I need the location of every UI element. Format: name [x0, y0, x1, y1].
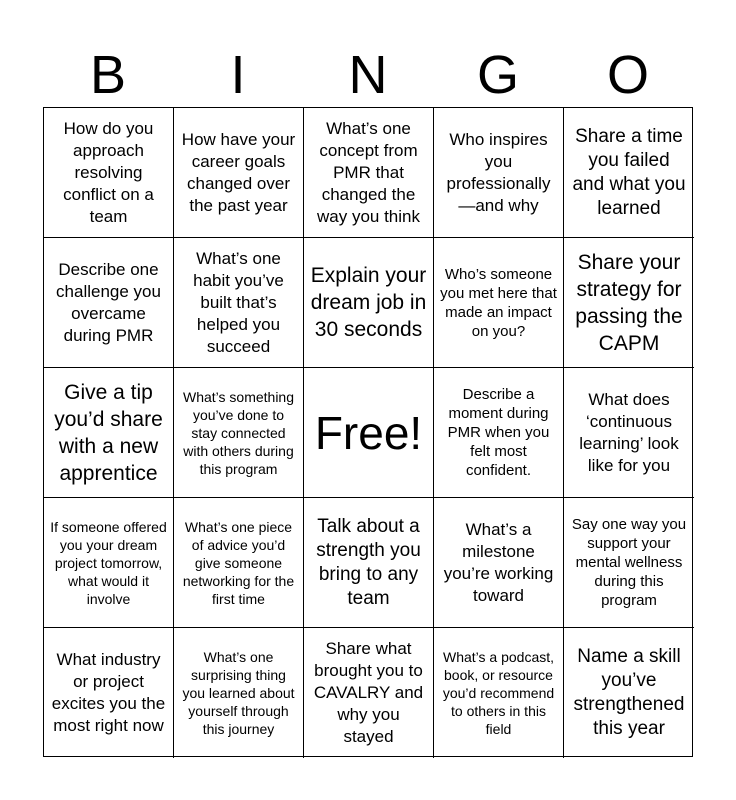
- bingo-cell-r2-c1[interactable]: [44, 238, 174, 368]
- bingo-cell-r4-c5[interactable]: [564, 498, 694, 628]
- cell-text: What’s one piece of advice you’d give someone networking for the first time: [182, 518, 295, 607]
- bingo-header: [43, 44, 693, 106]
- bingo-card: [43, 107, 693, 757]
- bingo-cell-r1-c1[interactable]: [44, 108, 174, 238]
- bingo-cell-r4-c4[interactable]: [434, 498, 564, 628]
- bingo-cell-r4-c2[interactable]: [174, 498, 304, 628]
- cell-text: Name a skill you’ve strengthened this year: [573, 646, 685, 739]
- bingo-cell-r3-c2[interactable]: [174, 368, 304, 498]
- bingo-cell-r1-c5[interactable]: [564, 108, 694, 238]
- cell-text: Share what brought you to CAVALRY and why you stayed: [313, 639, 424, 746]
- bingo-cell-r5-c1[interactable]: [44, 628, 174, 758]
- cell-text: Describe a moment during PMR when you felt most confident.: [447, 386, 550, 479]
- cell-text: What’s one concept from PMR that changed the way you think: [317, 118, 420, 226]
- header-letter-o: O: [606, 45, 649, 105]
- cell-text: What’s one habit you’ve built that’s helped you succeed: [193, 248, 284, 356]
- bingo-cell-r3-c1[interactable]: [44, 368, 174, 498]
- cell-text: How do you approach resolving conflict on a team: [63, 118, 154, 226]
- bingo-cell-r1-c3[interactable]: [304, 108, 434, 238]
- bingo-cell-r5-c5[interactable]: [564, 628, 694, 758]
- cell-text: Give a tip you’d share with a new apprentice: [54, 380, 163, 485]
- free-space-label: Free!: [314, 406, 423, 459]
- bingo-cell-r3-c4[interactable]: [434, 368, 564, 498]
- cell-text: What does ‘continuous learning’ look like for you: [579, 389, 679, 475]
- bingo-cell-r5-c4[interactable]: [434, 628, 564, 758]
- cell-text: What’s a podcast, book, or resource you’d recommend to others in this field: [442, 649, 555, 737]
- cell-text: How have your career goals changed over the past year: [181, 129, 296, 215]
- cell-text: What’s one surprising thing you learned about yourself through this journey: [182, 649, 295, 737]
- bingo-cell-free[interactable]: [304, 368, 434, 498]
- cell-text: Talk about a strength you bring to any team: [316, 515, 421, 609]
- bingo-cell-r1-c2[interactable]: [174, 108, 304, 238]
- header-letter-b: B: [89, 45, 127, 105]
- bingo-cell-r5-c2[interactable]: [174, 628, 304, 758]
- bingo-cell-r2-c2[interactable]: [174, 238, 304, 368]
- cell-text: Explain your dream job in 30 seconds: [310, 264, 427, 341]
- cell-text: Share your strategy for passing the CAPM: [575, 250, 683, 355]
- bingo-cell-r2-c3[interactable]: [304, 238, 434, 368]
- header-letter-i: I: [230, 45, 246, 105]
- bingo-cell-r2-c4[interactable]: [434, 238, 564, 368]
- cell-text: Describe one challenge you overcame during PMR: [56, 259, 161, 345]
- cell-text: What’s a milestone you’re working toward: [443, 519, 554, 605]
- bingo-cell-r3-c5[interactable]: [564, 368, 694, 498]
- bingo-cell-r4-c3[interactable]: [304, 498, 434, 628]
- header-letter-n: N: [348, 45, 388, 105]
- cell-text: What industry or project excites you the most right now: [51, 650, 166, 735]
- cell-text: If someone offered you your dream project tomorrow, what would it involve: [50, 518, 167, 607]
- cell-text: Say one way you support your mental wellness during this program: [571, 516, 687, 609]
- header-letter-g: G: [476, 45, 519, 105]
- bingo-cell-r1-c4[interactable]: [434, 108, 564, 238]
- bingo-cell-r4-c1[interactable]: [44, 498, 174, 628]
- bingo-cell-r2-c5[interactable]: [564, 238, 694, 368]
- bingo-cell-r5-c3[interactable]: [304, 628, 434, 758]
- cell-text: Share a time you failed and what you learned: [572, 125, 686, 219]
- cell-text: What’s something you’ve done to stay connected with others during this program: [182, 388, 294, 477]
- cell-text: Who inspires you professionally—and why: [446, 129, 551, 215]
- cell-text: Who’s someone you met here that made an impact on you?: [440, 265, 557, 340]
